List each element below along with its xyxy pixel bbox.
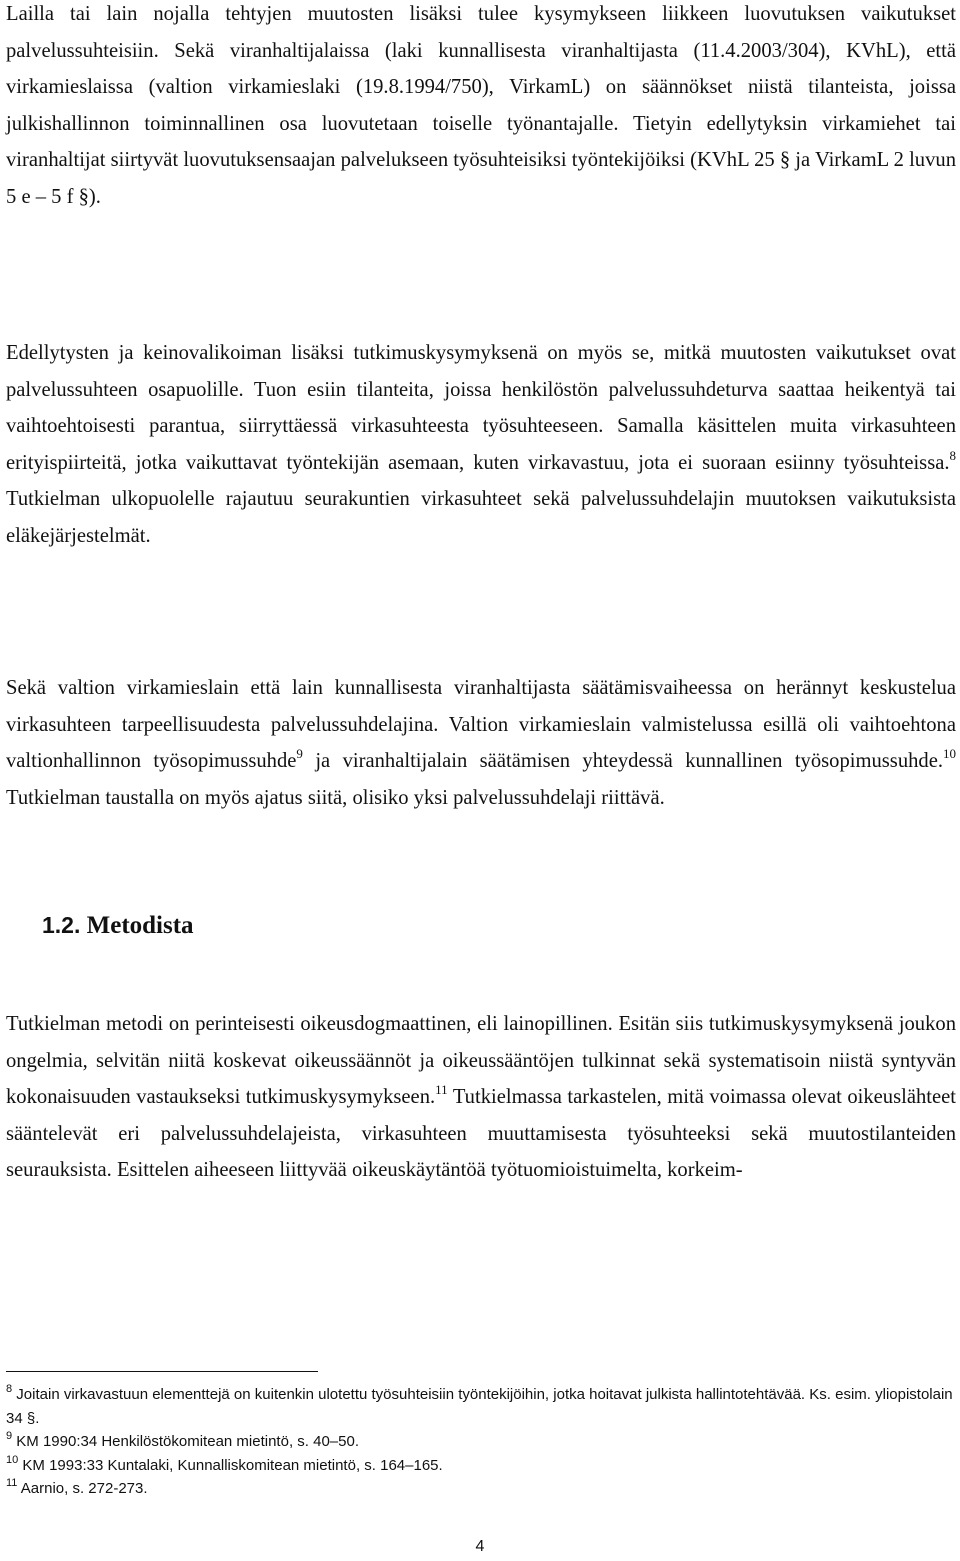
paragraph-1-text: Lailla tai lain nojalla tehtyjen muutosten lisäksi tulee kysymykseen liikkeen luovutuksen vaikutukset palvelussuhteisiin. Sekä viranhaltijalaissa (laki kunnallisesta viranhaltijasta (11.4.2003/304), KVhL), että virkamieslaissa (valtion virkamieslaki (19.8.1994/750), VirkamL) on säännökset niistä tilanteista, joissa julkishallinnon toiminnallinen osa luovutetaan toiselle työnantajalle. Tietyin edellytyksin virkamiehet tai viranhaltijat siirtyvät luovutuksensaajan palvelukseen työsuhteisiksi työntekijöiksi (KVhL 25 § ja VirkamL 2 luvun 5 e – 5 f §). (6, 3, 956, 208)
paragraph-3-text-c: Tutkielman taustalla on myös ajatus siitä, olisiko yksi palvelussuhdelaji riittävä. (6, 786, 665, 809)
paragraph-2-text-b: Tutkielman ulkopuolelle rajautuu seurakuntien virkasuhteet sekä palvelussuhdelajin muutoksen vaikutuksista eläkejärjestelmät. (6, 488, 956, 547)
footnote-number: 9 (6, 1430, 13, 1442)
footnote-text: KM 1993:33 Kuntalaki, Kunnalliskomitean mietintö, s. 164–165. (22, 1456, 443, 1474)
section-heading (42, 912, 194, 940)
footnote-ref-11[interactable]: 11 (435, 1082, 448, 1098)
footnote-ref-10[interactable]: 10 (943, 746, 957, 762)
paragraph-3-text-a: Sekä valtion virkamieslain että lain kunnallisesta viranhaltijasta säätämisvaiheessa on herännyt keskustelua virkasuhteen tarpeellisuudesta palvelussuhdelajina. Valtion virkamieslain valmistelussa esillä oli vaihtoehtona valtionhallinnon työsopimussuhde (6, 677, 956, 773)
paragraph-2-text-a: Edellytysten ja keinovalikoiman lisäksi tutkimuskysymyksenä on myös se, mitkä muutosten vaikutukset ovat palvelussuhteen osapuolille. Tuon esiin tilanteita, joissa henkilöstön palvelussuhdeturva saattaa heikentyä tai vaihtoehtoisesti parantua, siirryttäessä virkasuhteesta työsuhteeseen. Samalla käsittelen muita virkasuhteen erityispiirteitä, jotka vaikuttavat työntekijän asemaan, kuten virkavastuu, jota ei suoraan esiinny työsuhteissa. (6, 342, 956, 474)
footnote-ref-9[interactable]: 9 (296, 746, 303, 762)
paragraph-4-text-b: Tutkielmassa tarkastelen, mitä voimassa olevat oikeuslähteet sääntelevät eri palvelussuhdelajeista, virkasuhteen muuttamisesta työsuhteeksi sekä muutostilanteiden seurauksista. Esittelen aiheeseen liittyvää oikeuskäytäntöä työtuomioistuimelta, korkeim- (6, 1086, 956, 1182)
page-number: 4 (475, 1538, 485, 1555)
paragraph-1 (6, 0, 956, 216)
paragraph-4-text-a: Tutkielman metodi on perinteisesti oikeusdogmaattinen, eli lainopillinen. Esitän siis tutkimuskysymyksenä joukon ongelmia, selvitän niitä koskevat oikeussäännöt ja oikeussääntöjen tulkinnat sekä systematisoin niistä syntyvän kokonaisuuden vastaukseksi tutkimuskysymykseen. (6, 1013, 956, 1109)
paragraph-4 (6, 1006, 956, 1189)
paragraph-3-text-b: ja viranhaltijalain säätämisen yhteydessä kunnallinen työsopimussuhde. (302, 750, 944, 773)
footnote-ref-8[interactable]: 8 (949, 447, 956, 463)
footnote-8 (6, 1383, 956, 1430)
paragraph-3 (6, 670, 956, 816)
footnote-text: Aarnio, s. 272-273. (20, 1480, 148, 1497)
section-number: 1.2. (42, 912, 81, 938)
section-title: Metodista (80, 912, 194, 939)
footnote-9 (6, 1430, 956, 1454)
paragraph-2 (6, 335, 956, 555)
footnote-11 (6, 1477, 956, 1501)
footnote-divider (6, 1371, 318, 1372)
footnote-text: Joitain virkavastuun elementtejä on kuitenkin ulotettu työsuhteisiin työntekijöihin, jotka hoitavat julkista hallintotehtävää. Ks. esim. yliopistolain 34 §. (6, 1386, 953, 1427)
footnote-text: KM 1990:34 Henkilöstökomitean mietintö, s. 40–50. (16, 1433, 359, 1450)
footnote-10 (6, 1454, 956, 1478)
footnote-number: 8 (6, 1383, 13, 1395)
footnotes (6, 1383, 956, 1501)
footnote-number: 11 (6, 1477, 18, 1489)
footnote-number: 10 (6, 1453, 19, 1466)
